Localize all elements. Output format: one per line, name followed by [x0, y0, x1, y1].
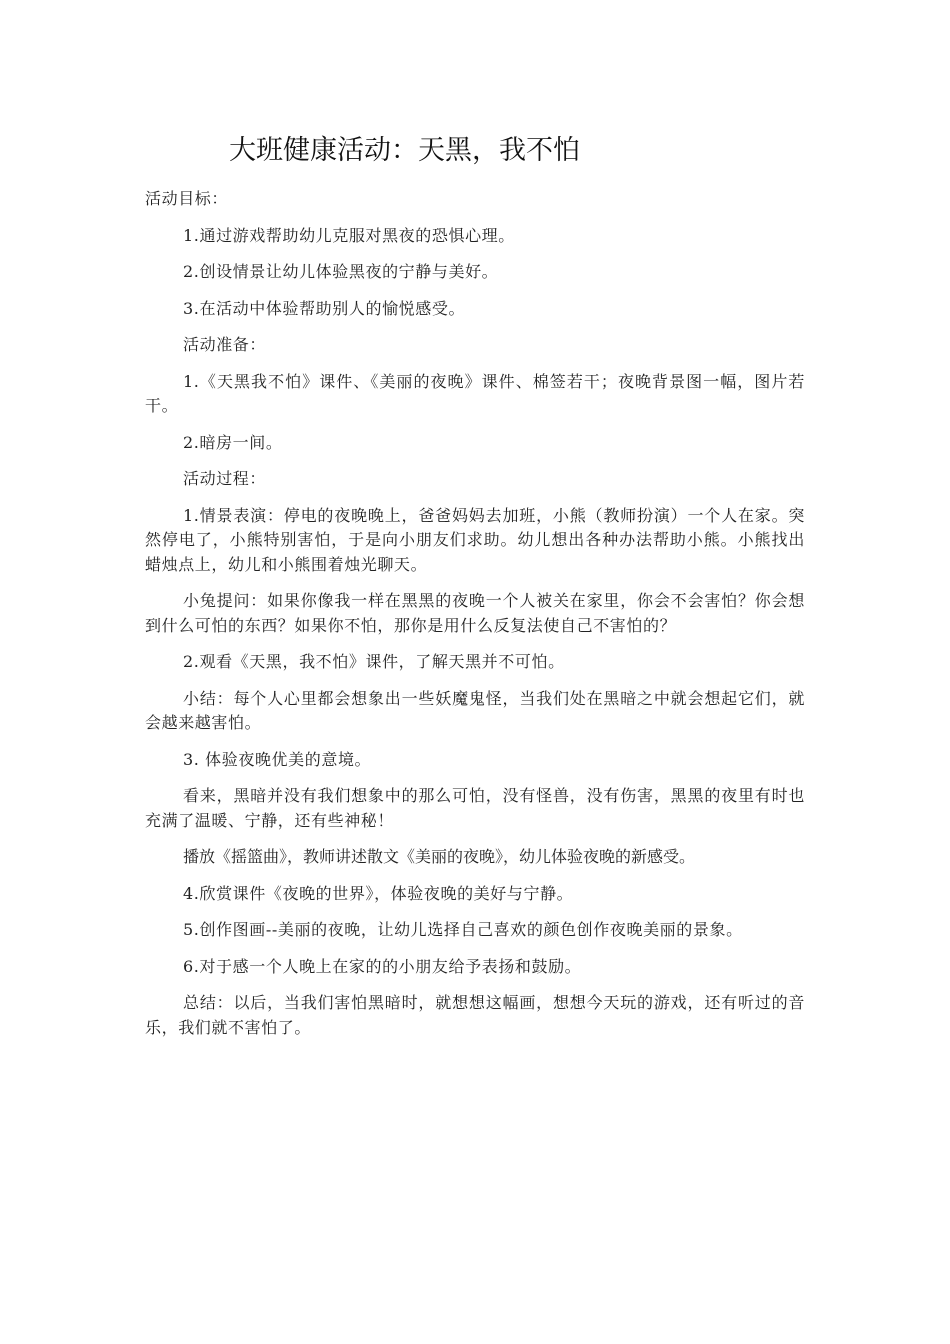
body-paragraph: 2.创设情景让幼儿体验黑夜的宁静与美好。 — [183, 262, 499, 281]
body-paragraph: 2.暗房一间。 — [183, 432, 283, 452]
body-paragraph: 3.在活动中体验帮助别人的愉悦感受。 — [183, 298, 466, 318]
body-paragraph: 5.创作图画--美丽的夜晚，让幼儿选择自己喜欢的颜色创作夜晚美丽的景象。 — [183, 920, 743, 939]
body-paragraph: 小兔提问：如果你像我一样在黑黑的夜晚一个人被关在家里，你会不会害怕？你会想到什么可怕的东西？如果你不怕，那你是用什么反复法使自己不害怕的？ — [145, 591, 805, 635]
body-paragraph: 小结：每个人心里都会想象出一些妖魔鬼怪，当我们处在黑暗之中就会想起它们，就会越来越害怕。 — [145, 688, 805, 732]
page-title: 大班健康活动：天黑，我不怕 — [229, 135, 580, 166]
body-paragraph: 1.《天黑我不怕》课件、《美丽的夜晚》课件、棉签若干；夜晚背景图一幅，图片若干。 — [145, 371, 805, 415]
body-paragraph: 1.通过游戏帮助幼儿克服对黑夜的恐惧心理。 — [183, 225, 515, 245]
body-paragraph: 总结：以后，当我们害怕黑暗时，就想想这幅画，想想今天玩的游戏，还有听过的音乐，我们就不害怕了。 — [145, 993, 805, 1037]
body-paragraph: 3. 体验夜晚优美的意境。 — [183, 749, 372, 769]
body-paragraph: 2.观看《天黑，我不怕》课件，了解天黑并不可怕。 — [183, 652, 565, 671]
body-paragraph: 活动准备： — [183, 335, 267, 354]
body-paragraph: 活动目标： — [145, 189, 229, 208]
body-paragraph: 4.欣赏课件《夜晚的世界》，体验夜晚的美好与宁静。 — [183, 883, 574, 903]
document-body — [145, 187, 805, 1052]
body-paragraph: 看来，黑暗并没有我们想象中的那么可怕，没有怪兽，没有伤害，黑黑的夜里有时也充满了温暖、宁静，还有些神秘！ — [145, 786, 805, 830]
body-paragraph: 播放《摇篮曲》，教师讲述散文《美丽的夜晚》，幼儿体验夜晚的新感受。 — [183, 847, 696, 866]
body-paragraph: 6.对于感一个人晚上在家的的小朋友给予表扬和鼓励。 — [183, 956, 582, 976]
body-paragraph: 1.情景表演：停电的夜晚晚上，爸爸妈妈去加班，小熊（教师扮演）一个人在家。突然停电了，小熊特别害怕，于是向小朋友们求助。幼儿想出各种办法帮助小熊。小熊找出蜡烛点上，幼儿和小熊围着烛光聊天。 — [145, 505, 805, 574]
body-paragraph: 活动过程： — [183, 469, 267, 488]
